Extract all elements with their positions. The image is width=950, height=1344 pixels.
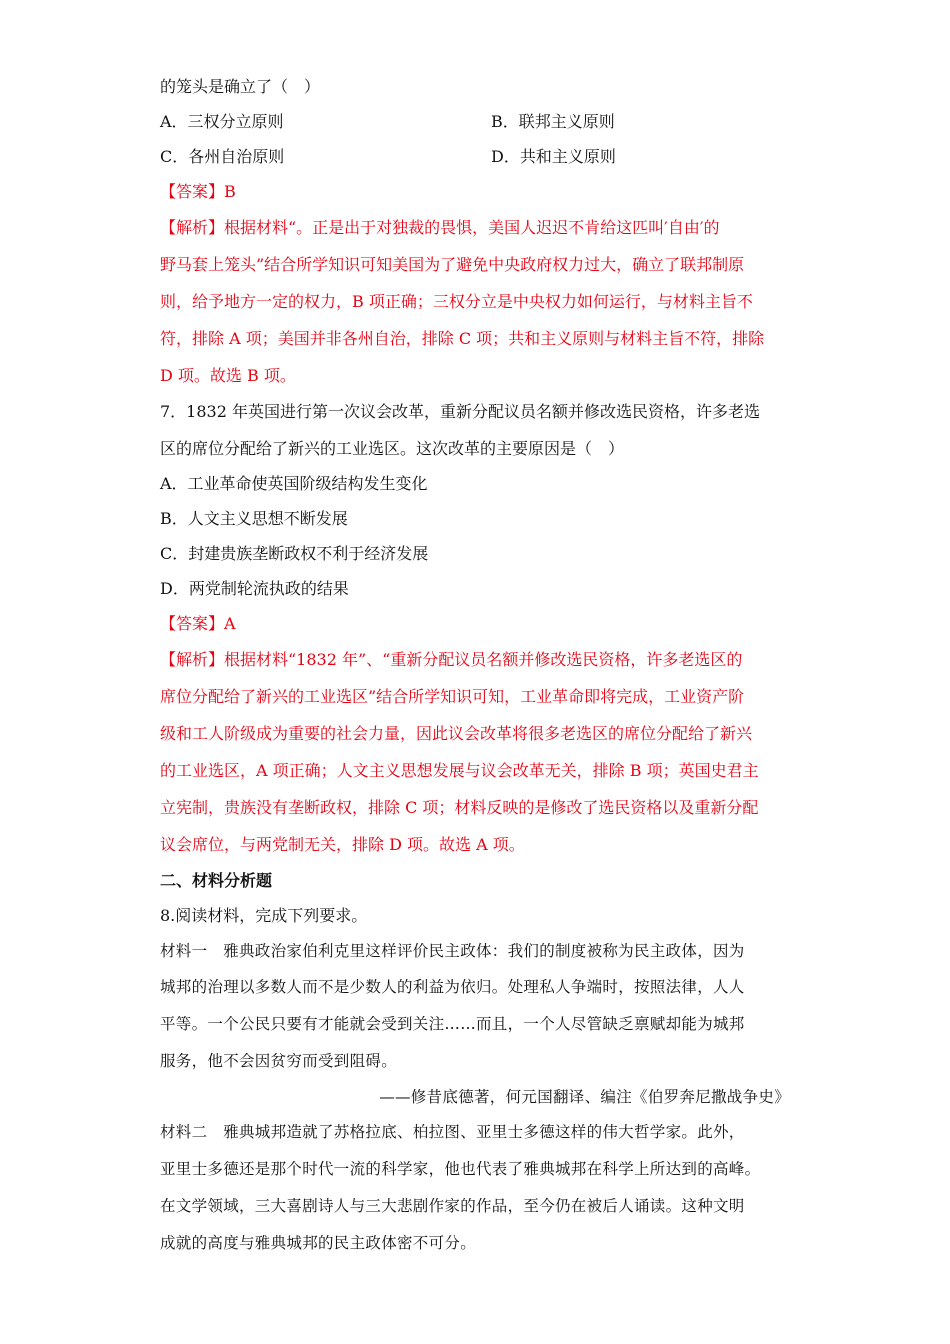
material2-line: 成就的高度与雅典城邦的民主政体密不可分。: [160, 1234, 477, 1252]
material1-line: 城邦的治理以多数人而不是少数人的利益为依归。处理私人争端时，按照法律，人人: [160, 978, 745, 996]
q7-analysis-line: 议会席位，与两党制无关，排除 D 项。故选 A 项。: [160, 835, 525, 854]
q6-option-a: A．三权分立原则: [160, 112, 284, 131]
material2-line: 材料二 雅典城邦造就了苏格拉底、柏拉图、亚里士多德这样的伟大哲学家。此外，: [160, 1123, 745, 1141]
q6-analysis-line: 【解析】根据材料“。正是出于对独裁的畏惧，美国人迟迟不肯给这匹叫′自由′的: [160, 218, 720, 237]
material2-line: 在文学领域，三大喜剧诗人与三大悲剧作家的作品，至今仍在被后人诵读。这种文明: [160, 1197, 745, 1215]
q7-analysis-line: 【解析】根据材料“1832 年”、“重新分配议员名额并修改选民资格，许多老选区的: [160, 650, 743, 669]
material2-line: 亚里士多德还是那个时代一流的科学家，他也代表了雅典城邦在科学上所达到的高峰。: [160, 1160, 761, 1178]
q7-analysis-line: 的工业选区，A 项正确；人文主义思想发展与议会改革无关，排除 B 项；英国史君主: [160, 761, 759, 780]
q7-analysis-line: 席位分配给了新兴的工业选区”结合所学知识可知，工业革命即将完成，工业资产阶: [160, 687, 745, 706]
material1-line: 服务，他不会因贫穷而受到阻碍。: [160, 1052, 398, 1070]
q6-answer: 【答案】B: [160, 182, 236, 201]
q6-option-c: C．各州自治原则: [160, 147, 285, 166]
q7-analysis-line: 级和工人阶级成为重要的社会力量，因此议会改革将很多老选区的席位分配给了新兴: [160, 724, 753, 743]
material1-line: 材料一 雅典政治家伯利克里这样评价民主政体：我们的制度被称为民主政体，因为: [160, 942, 745, 960]
q6-option-d: D．共和主义原则: [491, 147, 616, 166]
q7-option-a: A．工业革命使英国阶级结构发生变化: [160, 474, 428, 493]
q7-answer: 【答案】A: [160, 614, 236, 633]
q8-stem: 8.阅读材料，完成下列要求。: [160, 906, 368, 925]
q6-analysis-line: D 项。故选 B 项。: [160, 366, 296, 385]
q7-option-b: B．人文主义思想不断发展: [160, 509, 348, 528]
q7-analysis-line: 立宪制，贵族没有垄断政权，排除 C 项；材料反映的是修改了选民资格以及重新分配: [160, 798, 759, 817]
material1-source: ——修昔底德著，何元国翻译、编注《伯罗奔尼撒战争史》: [379, 1088, 790, 1106]
q7-stem-line: 区的席位分配给了新兴的工业选区。这次改革的主要原因是（ ）: [160, 439, 625, 458]
q6-analysis-line: 符，排除 A 项；美国并非各州自治，排除 C 项；共和主义原则与材料主旨不符，排除: [160, 329, 765, 348]
q7-option-d: D．两党制轮流执政的结果: [160, 579, 349, 598]
q6-analysis-line: 则，给予地方一定的权力，B 项正确；三权分立是中央权力如何运行，与材料主旨不: [160, 292, 753, 311]
q7-stem-line: 7．1832 年英国进行第一次议会改革，重新分配议员名额并修改选民资格，许多老选: [160, 402, 760, 421]
q6-stem-tail: 的笼头是确立了（ ）: [160, 77, 321, 96]
section-heading: 二、材料分析题: [160, 871, 273, 890]
material1-line: 平等。一个公民只要有才能就会受到关注……而且，一个人尽管缺乏禀赋却能为城邦: [160, 1015, 745, 1033]
q6-analysis-line: 野马套上笼头”结合所学知识可知美国为了避免中央政府权力过大，确立了联邦制原: [160, 255, 745, 274]
q6-option-b: B．联邦主义原则: [491, 112, 615, 131]
q7-option-c: C．封建贵族垄断政权不利于经济发展: [160, 544, 429, 563]
